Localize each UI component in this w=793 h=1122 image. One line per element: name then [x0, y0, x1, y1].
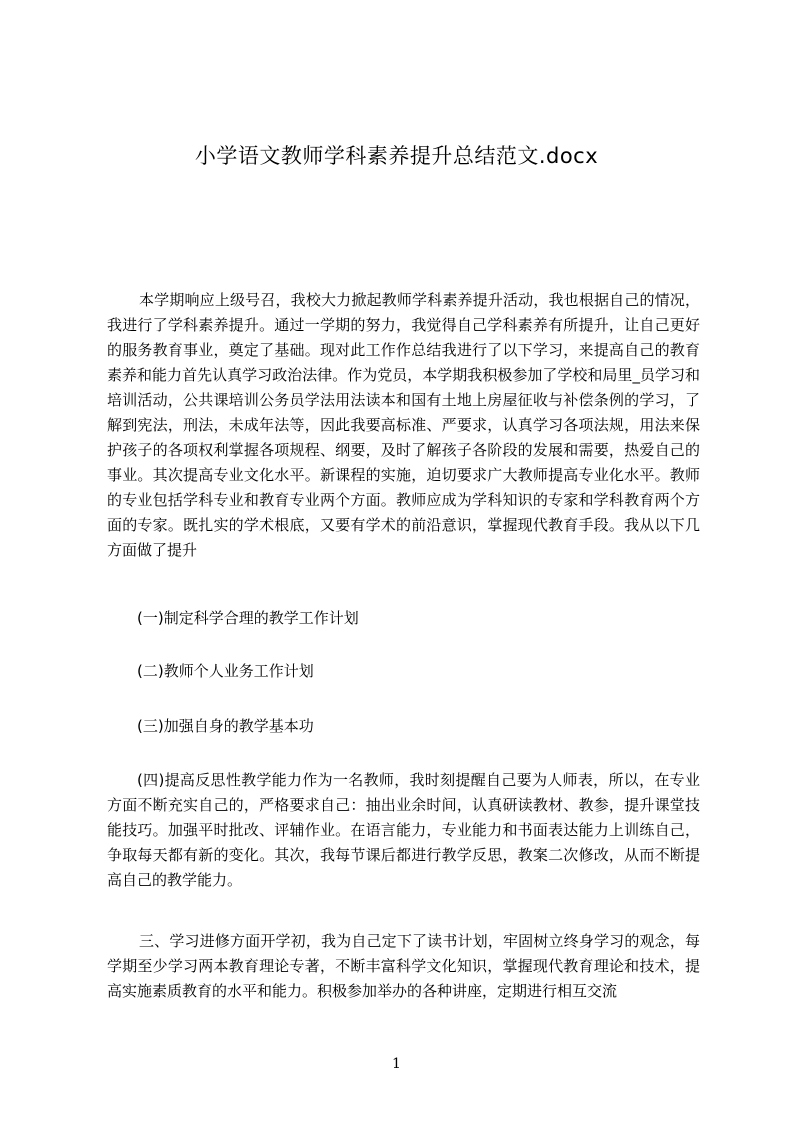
list-item-basic-skills: (三)加强自身的教学基本功	[137, 717, 314, 735]
list-item-plan: (一)制定科学合理的教学工作计划	[137, 609, 359, 627]
page-number: 1	[392, 1056, 401, 1072]
body-paragraph-intro: 本学期响应上级号召，我校大力掀起教师学科素养提升活动，我也根据自己的情况，我进行了学科素养提升。通过一学期的努力，我觉得自己学科素养有所提升，让自己更好的服务教育事业，奠定了基础。现对此工作作总结我进行了以下学习，来提高自己的教育素养和能力首先认真学习政治法律。作为党员，本学期我积极参加了学校和局里_员学习和培训活动，公共课培训公务员学法用法读本和国有土地上房屋征收与补偿条例的学习，了解到宪法，刑法，未成年法等，因此我要高标准、严要求，认真学习各项法规，用法来保护孩子的各项权利掌握各项规程、纲要，及时了解孩子各阶段的发展和需要，热爱自己的事业。其次提高专业文化水平。新课程的实施，迫切要求广大教师提高专业化水平。教师的专业包括学科专业和教育专业两个方面。教师应成为学科知识的专家和学科教育两个方面的专家。既扎实的学术根底，又要有学术的前沿意识，掌握现代教育手段。我从以下几方面做了提升	[107, 291, 700, 559]
document-title: 小学语文教师学科素养提升总结范文.docx	[194, 144, 599, 168]
body-paragraph-study: 三、学习进修方面开学初，我为自己定下了读书计划，牢固树立终身学习的观念，每学期至少学习两本教育理论专著，不断丰富科学文化知识，掌握现代教育理论和技术，提高实施素质教育的水平和能力。积极参加举办的各种讲座，定期进行相互交流	[107, 932, 700, 1000]
body-paragraph-reflection: (四)提高反思性教学能力作为一名教师，我时刻提醒自己要为人师表，所以，在专业方面不断充实自己的，严格要求自己：抽出业余时间，认真研读教材、教参，提升课堂技能技巧。加强平时批改、评辅作业。在语言能力，专业能力和书面表达能力上训练自己，争取每天都有新的变化。其次，我每节课后都进行教学反思，教案二次修改，从而不断提高自己的教学能力。	[107, 771, 700, 889]
list-item-personal-plan: (二)教师个人业务工作计划	[137, 662, 314, 680]
